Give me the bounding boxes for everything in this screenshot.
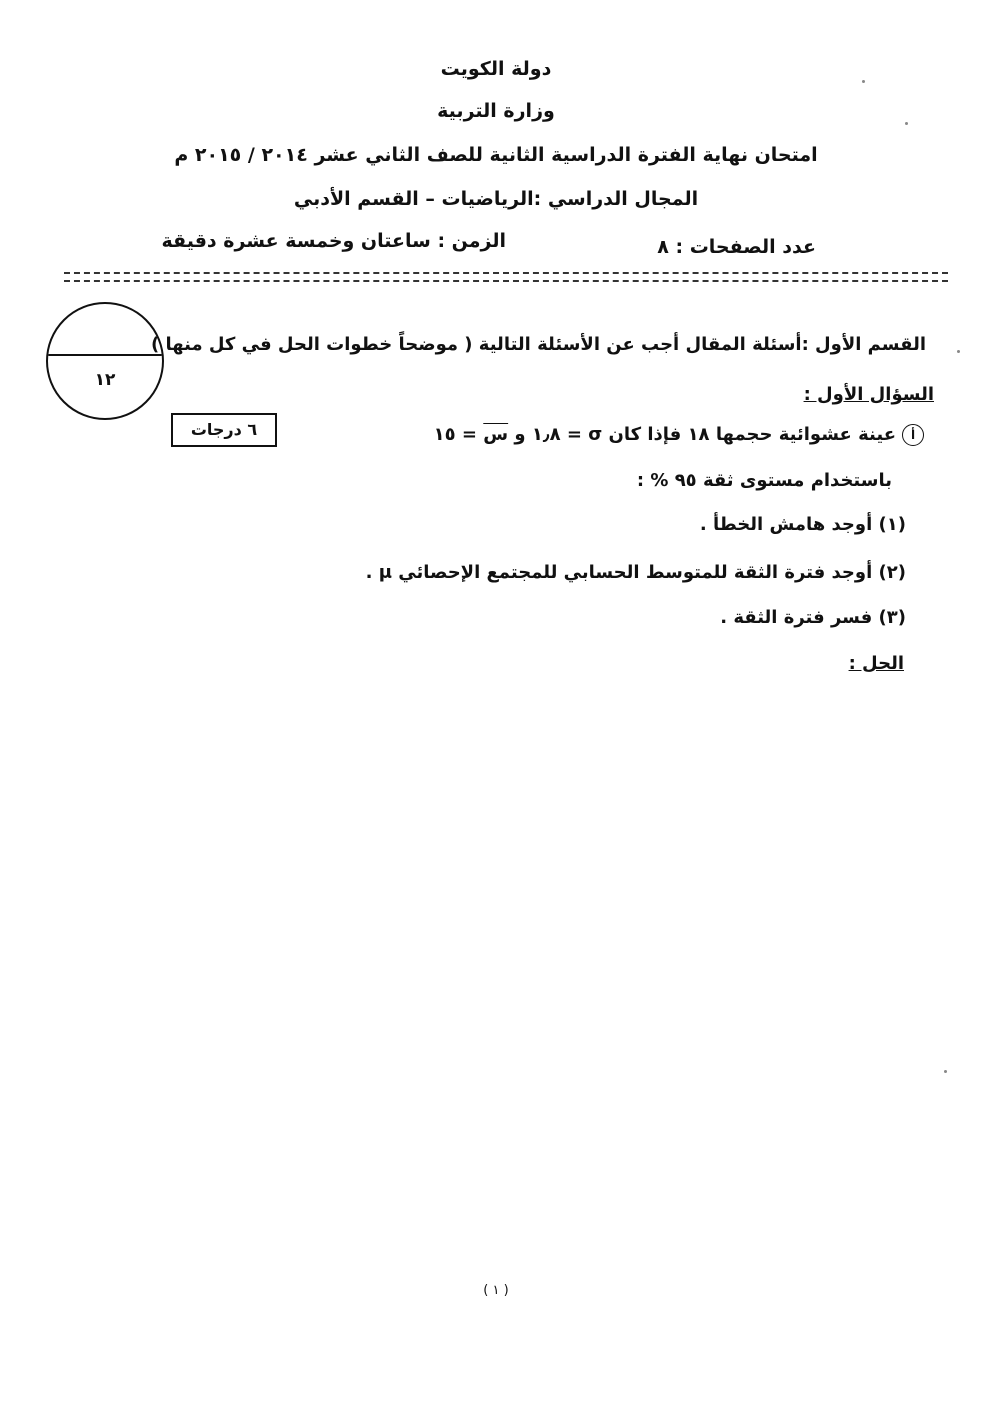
page-count: عدد الصفحات : ٨ — [657, 236, 816, 258]
section-title: القسم الأول :أسئلة المقال أجب عن الأسئلة التالية ( موضحاً خطوات الحل في كل منها ) — [150, 334, 926, 355]
grade-box: ٦ درجات — [171, 413, 277, 447]
exam-duration: الزمن : ساعتان وخمسة عشرة دقيقة — [161, 230, 506, 252]
exam-title: امتحان نهاية الفترة الدراسية الثانية للصف الثاني عشر ٢٠١٤ / ٢٠١٥ م — [174, 144, 818, 166]
confidence-level-line: باستخدام مستوى ثقة ٩٥ % : — [636, 470, 892, 491]
question-title: السؤال الأول : — [803, 384, 934, 405]
ministry-name: وزارة التربية — [437, 100, 555, 122]
scan-speck — [957, 350, 960, 353]
scan-speck — [905, 122, 908, 125]
part-a-text-after: = ١٥ — [433, 424, 484, 445]
header-divider — [64, 272, 948, 282]
part-a-marker: أ — [902, 424, 924, 446]
country-name: دولة الكويت — [440, 58, 552, 80]
scan-speck — [944, 1070, 947, 1073]
score-total: ١٢ — [94, 370, 116, 390]
part-a-text-before: عينة عشوائية حجمها ١٨ فإذا كان σ = ١٫٨ و — [508, 424, 896, 445]
page-number: ( ١ ) — [483, 1283, 509, 1298]
sub-question-2: (٢) أوجد فترة الثقة للمتوسط الحسابي للمجتمع الإحصائي μ . — [365, 562, 906, 583]
sub-question-1: (١) أوجد هامش الخطأ . — [699, 514, 906, 535]
exam-subject: المجال الدراسي :الرياضيات – القسم الأدبي — [293, 188, 699, 210]
sample-mean-symbol: س — [483, 424, 509, 445]
question-part-a — [434, 424, 924, 446]
solution-label: الحل : — [848, 653, 904, 674]
score-divider — [48, 354, 162, 356]
sub-question-3: (٣) فسر فترة الثقة . — [720, 607, 906, 628]
scan-speck — [862, 80, 865, 83]
score-circle — [46, 302, 164, 420]
